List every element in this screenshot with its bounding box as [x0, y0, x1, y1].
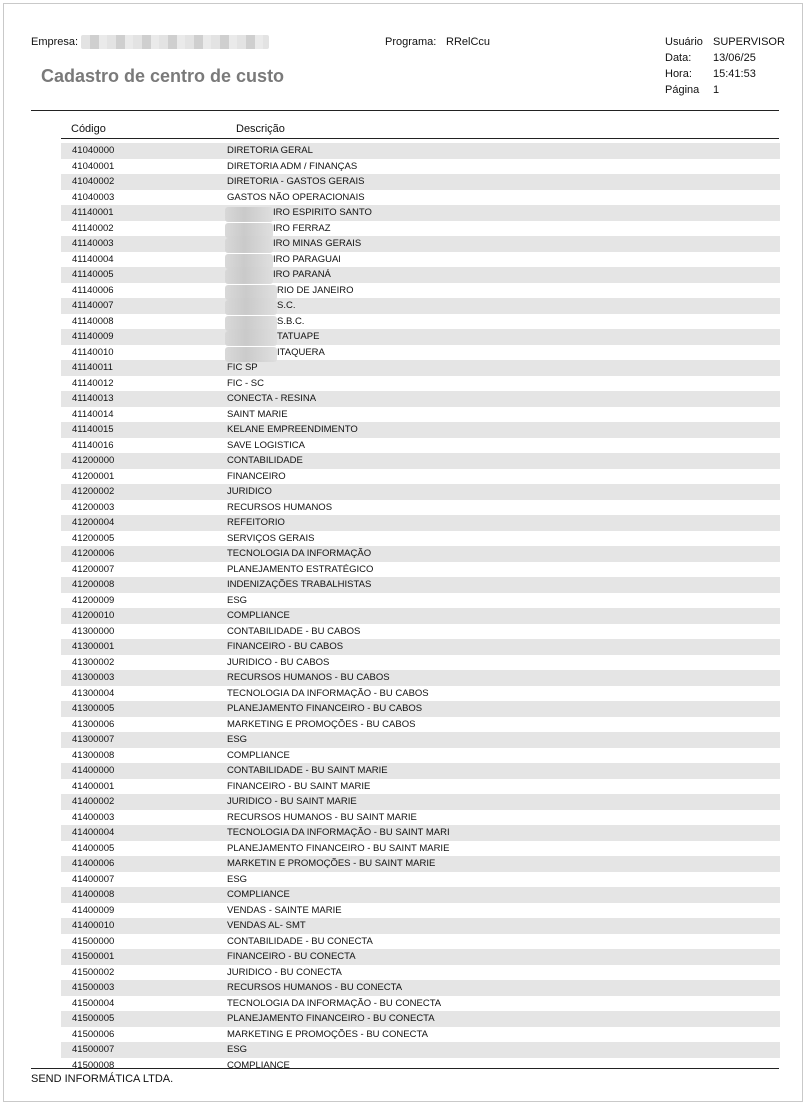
table-row — [61, 779, 780, 795]
column-header-divider — [61, 138, 779, 139]
table-row — [61, 593, 780, 609]
cell-codigo: 41300008 — [72, 749, 115, 761]
cell-descricao-text: TECNOLOGIA DA INFORMAÇÃO - BU CONECTA — [227, 997, 442, 1009]
cell-descricao-text: MARKETIN E PROMOÇÕES - BU SAINT MARIE — [227, 858, 436, 870]
cell-codigo: 41400007 — [72, 873, 115, 885]
cell-descricao-text: RECURSOS HUMANOS - BU CABOS — [227, 672, 390, 684]
table-row — [61, 701, 780, 717]
cell-descricao-text: DIRETORIA ADM / FINANÇAS — [227, 160, 358, 172]
cell-descricao — [227, 269, 780, 280]
cell-descricao-text: COMPLIANCE — [227, 1059, 290, 1071]
cell-descricao — [227, 238, 780, 249]
cell-codigo: 41200006 — [72, 548, 115, 560]
data-label: Data: — [665, 52, 692, 64]
cell-codigo: 41400001 — [72, 780, 115, 792]
cell-descricao — [227, 471, 780, 482]
cell-codigo: 41500001 — [72, 951, 115, 963]
cell-descricao-text: COMPLIANCE — [227, 889, 290, 901]
cell-descricao — [227, 874, 780, 885]
table-row — [61, 376, 780, 392]
cell-descricao — [227, 207, 780, 218]
cell-codigo: 41200010 — [72, 610, 115, 622]
cell-descricao-text: MARKETING E PROMOÇÕES - BU CONECTA — [227, 1028, 428, 1040]
cell-descricao-text: TATUAPE — [277, 331, 320, 343]
cell-descricao-text: TECNOLOGIA DA INFORMAÇÃO - BU SAINT MARI — [227, 827, 450, 839]
table-row — [61, 314, 780, 330]
cell-descricao — [227, 517, 780, 528]
header-divider — [31, 110, 779, 111]
report-page — [3, 3, 803, 1102]
cell-descricao — [227, 858, 780, 869]
table-row — [61, 825, 780, 841]
hora-label: Hora: — [665, 68, 692, 80]
cell-codigo: 41140001 — [72, 207, 114, 219]
cell-descricao — [227, 393, 780, 404]
cell-descricao — [227, 920, 780, 931]
cell-descricao-text: RIO DE JANEIRO — [277, 284, 354, 296]
cell-descricao — [227, 750, 780, 761]
cell-codigo: 41300001 — [72, 641, 115, 653]
cell-descricao — [227, 796, 780, 807]
cell-descricao-text: SAVE LOGISTICA — [227, 439, 305, 451]
cell-codigo: 41300002 — [72, 656, 115, 668]
cell-descricao-text: COMPLIANCE — [227, 610, 290, 622]
cell-descricao-text: ESG — [227, 873, 248, 885]
cell-codigo: 41140016 — [72, 439, 114, 451]
cell-descricao — [227, 951, 780, 962]
cell-codigo: 41300006 — [72, 718, 115, 730]
table-row — [61, 1058, 780, 1074]
redacted-text — [225, 300, 277, 315]
usuario-label: Usuário — [665, 36, 703, 48]
cell-descricao — [227, 967, 780, 978]
table-row — [61, 608, 780, 624]
cell-descricao — [227, 595, 780, 606]
column-header-descricao: Descrição — [236, 123, 285, 135]
cell-descricao — [227, 672, 780, 683]
cell-codigo: 41500002 — [72, 966, 115, 978]
cell-descricao — [227, 626, 780, 637]
table-row — [61, 174, 780, 190]
table-row — [61, 639, 780, 655]
table-row — [61, 887, 780, 903]
cell-descricao-text: DIRETORIA GERAL — [227, 145, 313, 157]
table-row — [61, 903, 780, 919]
cell-descricao — [227, 440, 780, 451]
cell-codigo: 41140006 — [72, 284, 114, 296]
cell-descricao-text: CONECTA - RESINA — [227, 393, 317, 405]
table-row — [61, 934, 780, 950]
cell-codigo: 41300005 — [72, 703, 115, 715]
cell-descricao — [227, 610, 780, 621]
cell-codigo: 41140004 — [72, 253, 114, 265]
cell-codigo: 41140010 — [72, 346, 114, 358]
table-row — [61, 407, 780, 423]
cell-descricao — [227, 502, 780, 513]
table-row — [61, 794, 780, 810]
table-row — [61, 360, 780, 376]
cell-descricao — [227, 889, 780, 900]
cell-descricao — [227, 827, 780, 838]
cell-descricao — [227, 161, 780, 172]
cell-codigo: 41500005 — [72, 1013, 115, 1025]
cell-codigo: 41040000 — [72, 145, 115, 157]
cell-descricao-text: IRO FERRAZ — [273, 222, 331, 234]
cell-codigo: 41140012 — [72, 377, 114, 389]
cell-codigo: 41400008 — [72, 889, 115, 901]
table-row — [61, 577, 780, 593]
table-row — [61, 686, 780, 702]
empresa-label: Empresa: — [31, 36, 79, 48]
cell-descricao-text: DIRETORIA - GASTOS GERAIS — [227, 176, 365, 188]
cell-descricao — [227, 982, 780, 993]
cell-codigo: 41500006 — [72, 1028, 115, 1040]
cell-descricao — [227, 812, 780, 823]
cell-descricao — [227, 331, 780, 342]
cell-descricao-text: FINANCEIRO - BU CONECTA — [227, 951, 356, 963]
cell-descricao — [227, 176, 780, 187]
table-row — [61, 562, 780, 578]
table-row — [61, 872, 780, 888]
footer-company: SEND INFORMÁTICA LTDA. — [31, 1073, 174, 1085]
table-row — [61, 856, 780, 872]
table-row — [61, 453, 780, 469]
cell-descricao-text: FINANCEIRO - BU CABOS — [227, 641, 344, 653]
cell-codigo: 41300004 — [72, 687, 115, 699]
cell-descricao — [227, 734, 780, 745]
cell-descricao — [227, 843, 780, 854]
cell-codigo: 41200008 — [72, 579, 115, 591]
cell-codigo: 41140002 — [72, 222, 114, 234]
cell-descricao-text: JURIDICO - BU SAINT MARIE — [227, 796, 357, 808]
cell-descricao-text: KELANE EMPREENDIMENTO — [227, 424, 358, 436]
cell-codigo: 41400002 — [72, 796, 115, 808]
redacted-text — [225, 238, 273, 253]
cell-descricao — [227, 145, 780, 156]
cell-descricao — [227, 564, 780, 575]
cell-descricao-text: ESG — [227, 734, 248, 746]
table-row — [61, 438, 780, 454]
cell-descricao-text: PLANEJAMENTO ESTRATÉGICO — [227, 563, 374, 575]
table-row — [61, 190, 780, 206]
cell-descricao — [227, 703, 780, 714]
cell-descricao-text: CONTABILIDADE — [227, 455, 303, 467]
table-row — [61, 546, 780, 562]
cell-descricao — [227, 765, 780, 776]
table-row — [61, 748, 780, 764]
cell-codigo: 41500003 — [72, 982, 115, 994]
cell-descricao — [227, 347, 780, 358]
cell-codigo: 41500008 — [72, 1059, 115, 1071]
cell-descricao — [227, 455, 780, 466]
cell-codigo: 41140007 — [72, 300, 114, 312]
cell-descricao-text: IRO PARANÁ — [273, 269, 331, 281]
cell-codigo: 41500007 — [72, 1044, 115, 1056]
report-title: Cadastro de centro de custo — [41, 66, 285, 86]
table-row — [61, 965, 780, 981]
cell-descricao-text: TECNOLOGIA DA INFORMAÇÃO — [227, 548, 372, 560]
cell-descricao-text: RECURSOS HUMANOS - BU CONECTA — [227, 982, 403, 994]
usuario-value: SUPERVISOR — [713, 36, 785, 48]
table-row — [61, 515, 780, 531]
cell-descricao-text: PLANEJAMENTO FINANCEIRO - BU SAINT MARIE — [227, 842, 450, 854]
cell-codigo: 41140003 — [72, 238, 114, 250]
cell-codigo: 41200000 — [72, 455, 115, 467]
cell-descricao-text: FINANCEIRO - BU SAINT MARIE — [227, 780, 371, 792]
pagina-label: Página — [665, 84, 700, 96]
table-row — [61, 1042, 780, 1058]
table-row — [61, 732, 780, 748]
cell-descricao — [227, 316, 780, 327]
cell-descricao — [227, 533, 780, 544]
redacted-text — [225, 223, 273, 238]
table-row — [61, 996, 780, 1012]
cell-codigo: 41200003 — [72, 501, 115, 513]
cell-descricao-text: JURIDICO — [227, 486, 272, 498]
table-row — [61, 236, 780, 252]
cell-descricao — [227, 285, 780, 296]
table-row — [61, 484, 780, 500]
table-row — [61, 500, 780, 516]
redacted-text — [225, 285, 277, 300]
cell-descricao — [227, 781, 780, 792]
table-row — [61, 717, 780, 733]
cell-codigo: 41400009 — [72, 904, 115, 916]
cell-descricao-text: FIC - SC — [227, 377, 264, 389]
table-row — [61, 810, 780, 826]
table-row — [61, 267, 780, 283]
cell-descricao-text: JURIDICO - BU CONECTA — [227, 966, 342, 978]
cell-descricao — [227, 424, 780, 435]
table-row — [61, 159, 780, 175]
cell-codigo: 41140014 — [72, 408, 114, 420]
cell-codigo: 41500000 — [72, 935, 115, 947]
cell-descricao-text: S.C. — [277, 300, 296, 312]
cell-descricao — [227, 1060, 780, 1071]
cell-codigo: 41200007 — [72, 563, 115, 575]
table-row — [61, 391, 780, 407]
redacted-text — [225, 316, 277, 331]
column-header-codigo: Código — [71, 123, 106, 135]
cell-descricao — [227, 223, 780, 234]
cell-descricao — [227, 192, 780, 203]
cell-codigo: 41500004 — [72, 997, 115, 1009]
cell-descricao-text: IRO MINAS GERAIS — [273, 238, 362, 250]
cell-descricao-text: RECURSOS HUMANOS - BU SAINT MARIE — [227, 811, 417, 823]
cell-descricao-text: ESG — [227, 594, 248, 606]
cell-codigo: 41140011 — [72, 362, 113, 374]
pagina-value: 1 — [713, 84, 720, 96]
cell-codigo: 41200005 — [72, 532, 115, 544]
cell-descricao-text: RECURSOS HUMANOS — [227, 501, 333, 513]
cell-descricao-text: FIC SP — [227, 362, 258, 374]
cell-codigo: 41300003 — [72, 672, 115, 684]
cell-codigo: 41400005 — [72, 842, 115, 854]
cell-codigo: 41400010 — [72, 920, 115, 932]
cell-descricao-text: PLANEJAMENTO FINANCEIRO - BU CABOS — [227, 703, 423, 715]
cell-descricao — [227, 409, 780, 420]
cell-codigo: 41040001 — [72, 160, 115, 172]
cell-descricao — [227, 719, 780, 730]
footer-divider — [31, 1068, 779, 1069]
table-row — [61, 345, 780, 361]
cell-codigo: 41300000 — [72, 625, 115, 637]
redacted-text — [225, 347, 277, 362]
table-row — [61, 1011, 780, 1027]
programa-value: RRelCcu — [446, 36, 491, 48]
cell-codigo: 41400000 — [72, 765, 115, 777]
cell-codigo: 41200001 — [72, 470, 115, 482]
cell-codigo: 41400006 — [72, 858, 115, 870]
cell-descricao — [227, 998, 780, 1009]
cell-descricao — [227, 579, 780, 590]
table-row — [61, 205, 780, 221]
cell-codigo: 41200009 — [72, 594, 115, 606]
cell-descricao-text: TECNOLOGIA DA INFORMAÇÃO - BU CABOS — [227, 687, 429, 699]
table-row — [61, 841, 780, 857]
redacted-text — [225, 269, 273, 284]
table-row — [61, 918, 780, 934]
cell-descricao-text: IRO PARAGUAI — [273, 253, 341, 265]
cell-descricao-text: CONTABILIDADE - BU CONECTA — [227, 935, 373, 947]
cell-codigo: 41040003 — [72, 191, 115, 203]
table-row — [61, 283, 780, 299]
cell-descricao — [227, 300, 780, 311]
cell-descricao-text: GASTOS NÃO OPERACIONAIS — [227, 191, 365, 203]
cell-codigo: 41140015 — [72, 424, 114, 436]
cell-descricao-text: MARKETING E PROMOÇÕES - BU CABOS — [227, 718, 416, 730]
cell-descricao-text: SAINT MARIE — [227, 408, 288, 420]
data-value: 13/06/25 — [713, 52, 756, 64]
table-row — [61, 469, 780, 485]
table-row — [61, 670, 780, 686]
cell-descricao-text: REFEITORIO — [227, 517, 285, 529]
redacted-text — [225, 254, 273, 269]
cell-descricao-text: CONTABILIDADE - BU SAINT MARIE — [227, 765, 388, 777]
cost-center-table — [61, 143, 780, 1073]
cell-descricao — [227, 905, 780, 916]
cell-descricao-text: PLANEJAMENTO FINANCEIRO - BU CONECTA — [227, 1013, 435, 1025]
cell-descricao — [227, 362, 780, 373]
table-row — [61, 624, 780, 640]
cell-descricao — [227, 688, 780, 699]
cell-codigo: 41400003 — [72, 811, 115, 823]
table-row — [61, 949, 780, 965]
table-row — [61, 980, 780, 996]
cell-descricao — [227, 378, 780, 389]
table-row — [61, 1027, 780, 1043]
table-row — [61, 329, 780, 345]
cell-descricao-text: SERVIÇOS GERAIS — [227, 532, 315, 544]
cell-codigo: 41140005 — [72, 269, 114, 281]
cell-descricao — [227, 657, 780, 668]
redacted-text — [225, 331, 277, 346]
cell-descricao-text: VENDAS - SAINTE MARIE — [227, 904, 342, 916]
cell-descricao — [227, 936, 780, 947]
cell-descricao-text: S.B.C. — [277, 315, 305, 327]
programa-label: Programa: — [385, 36, 437, 48]
table-row — [61, 252, 780, 268]
cell-descricao-text: COMPLIANCE — [227, 749, 290, 761]
cell-descricao-text: FINANCEIRO — [227, 470, 286, 482]
cell-codigo: 41200002 — [72, 486, 115, 498]
table-row — [61, 763, 780, 779]
cell-descricao-text: CONTABILIDADE - BU CABOS — [227, 625, 361, 637]
cell-descricao-text: JURIDICO - BU CABOS — [227, 656, 330, 668]
cell-codigo: 41140013 — [72, 393, 114, 405]
table-row — [61, 531, 780, 547]
cell-descricao — [227, 1013, 780, 1024]
table-row — [61, 221, 780, 237]
empresa-redacted-value — [81, 35, 269, 49]
cell-descricao — [227, 486, 780, 497]
cell-descricao — [227, 1029, 780, 1040]
cell-codigo: 41140008 — [72, 315, 114, 327]
table-row — [61, 143, 780, 159]
table-row — [61, 298, 780, 314]
table-row — [61, 422, 780, 438]
table-row — [61, 655, 780, 671]
cell-codigo: 41040002 — [72, 176, 115, 188]
cell-descricao-text: ITAQUERA — [277, 346, 325, 358]
cell-descricao-text: IRO ESPIRITO SANTO — [273, 207, 372, 219]
cell-descricao — [227, 548, 780, 559]
cell-descricao-text: ESG — [227, 1044, 248, 1056]
hora-value: 15:41:53 — [713, 68, 756, 80]
cell-descricao-text: INDENIZAÇÕES TRABALHISTAS — [227, 579, 372, 591]
cell-codigo: 41140009 — [72, 331, 114, 343]
cell-descricao — [227, 1044, 780, 1055]
redacted-text — [225, 207, 273, 222]
cell-codigo: 41300007 — [72, 734, 115, 746]
cell-descricao — [227, 254, 780, 265]
cell-descricao — [227, 641, 780, 652]
cell-codigo: 41200004 — [72, 517, 115, 529]
cell-descricao-text: VENDAS AL- SMT — [227, 920, 306, 932]
cell-codigo: 41400004 — [72, 827, 115, 839]
